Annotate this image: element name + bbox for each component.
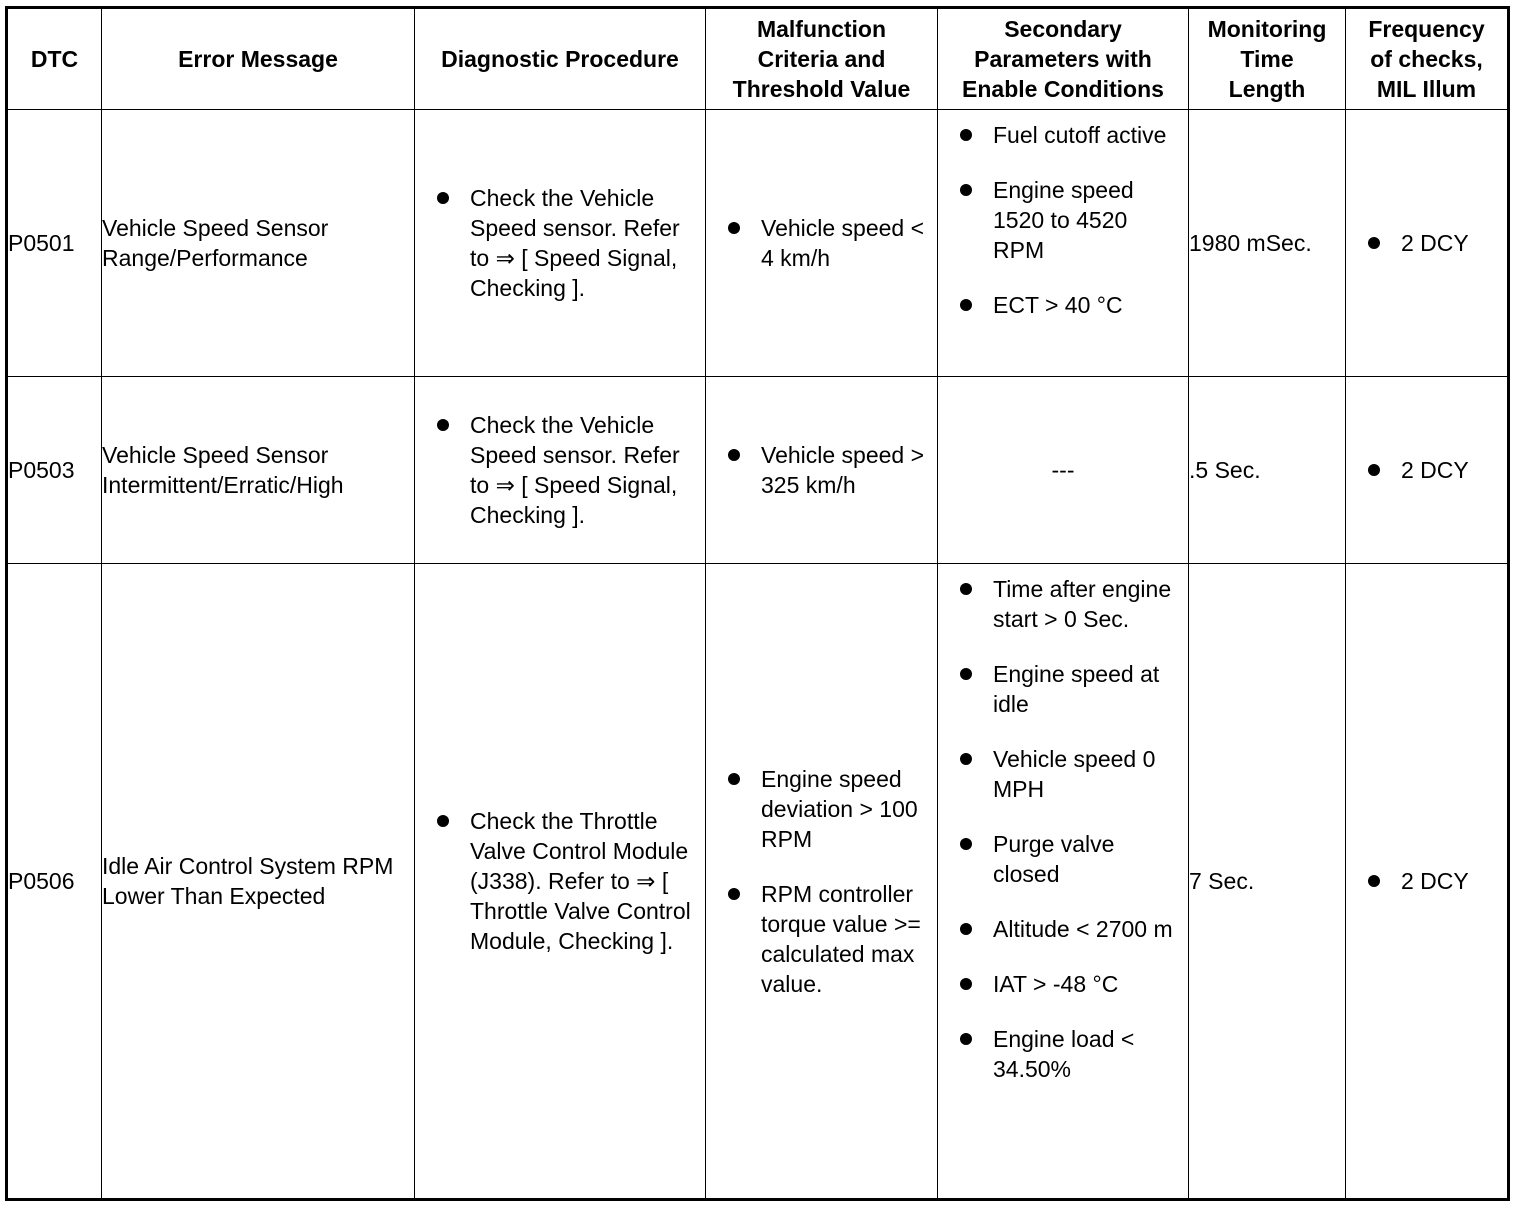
list-item: Time after engine start > 0 Sec. [993, 574, 1184, 634]
secondary-parameters: --- [938, 377, 1189, 564]
malfunction-criteria [706, 377, 938, 564]
header-malfunction-line: Criteria and [757, 46, 886, 72]
error-message: Idle Air Control System RPM Lower Than Expected [102, 564, 415, 1200]
header-secondary-line: Enable Conditions [962, 76, 1164, 102]
header-malfunction-line: Malfunction [756, 16, 887, 42]
list-item: Vehicle speed < 4 km/h [761, 213, 933, 273]
malfunction-criteria [706, 110, 938, 377]
list-item: Vehicle speed > 325 km/h [761, 440, 933, 500]
list-item: 2 DCY [1401, 228, 1503, 258]
list-item: Engine speed at idle [993, 659, 1184, 719]
header-frequency-line: Frequency [1368, 16, 1485, 42]
table-row [7, 110, 1509, 377]
header-monitoring-line: Monitoring [1207, 16, 1327, 42]
header-diagnostic-procedure: Diagnostic Procedure [415, 8, 706, 110]
dtc-code: P0501 [7, 110, 102, 377]
header-frequency-line: MIL Illum [1376, 76, 1477, 102]
list-item: Check the Vehicle Speed sensor. Refer to ⇒ [ Speed Signal, Checking ]. [470, 410, 701, 530]
list-item: 2 DCY [1401, 455, 1503, 485]
error-message: Vehicle Speed Sensor Range/Performance [102, 110, 415, 377]
monitoring-time: 1980 mSec. [1189, 110, 1346, 377]
dtc-code: P0506 [7, 564, 102, 1200]
list-item: Check the Throttle Valve Control Module (J338). Refer to ⇒ [ Throttle Valve Control Module, Checking ]. [470, 806, 701, 956]
malfunction-criteria [706, 564, 938, 1200]
header-malfunction-line: Threshold Value [732, 76, 911, 102]
frequency [1346, 377, 1509, 564]
frequency [1346, 564, 1509, 1200]
list-item: RPM controller torque value >= calculated max value. [761, 879, 933, 999]
header-secondary-line: Secondary [1004, 16, 1122, 42]
header-monitoring-line: Length [1228, 76, 1306, 102]
table-row [7, 564, 1509, 1200]
header-secondary-line: Parameters with [974, 46, 1152, 72]
dtc-code: P0503 [7, 377, 102, 564]
table-row [7, 377, 1509, 564]
list-item: ECT > 40 °C [993, 290, 1184, 320]
error-message: Vehicle Speed Sensor Intermittent/Erratic/High [102, 377, 415, 564]
header-monitoring-line: Time [1240, 46, 1294, 72]
dtc-table [5, 6, 1510, 1201]
header-monitoring-time [1189, 8, 1346, 110]
diagnostic-procedure [415, 110, 706, 377]
secondary-parameters [938, 110, 1189, 377]
list-item: 2 DCY [1401, 866, 1503, 896]
header-secondary-parameters [938, 8, 1189, 110]
header-frequency [1346, 8, 1509, 110]
header-malfunction-criteria [706, 8, 938, 110]
header-error-message: Error Message [102, 8, 415, 110]
diagnostic-procedure [415, 377, 706, 564]
diagnostic-procedure [415, 564, 706, 1200]
secondary-parameters [938, 564, 1189, 1200]
header-frequency-line: of checks, [1370, 46, 1483, 72]
frequency [1346, 110, 1509, 377]
monitoring-time: 7 Sec. [1189, 564, 1346, 1200]
list-item: Engine speed deviation > 100 RPM [761, 764, 933, 854]
list-item: IAT > -48 °C [993, 969, 1184, 999]
list-item: Check the Vehicle Speed sensor. Refer to ⇒ [ Speed Signal, Checking ]. [470, 183, 701, 303]
list-item: Engine speed 1520 to 4520 RPM [993, 175, 1184, 265]
monitoring-time: .5 Sec. [1189, 377, 1346, 564]
list-item: Purge valve closed [993, 829, 1184, 889]
list-item: Engine load < 34.50% [993, 1024, 1184, 1084]
header-dtc: DTC [7, 8, 102, 110]
list-item: Altitude < 2700 m [993, 914, 1184, 944]
list-item: Fuel cutoff active [993, 120, 1184, 150]
list-item: Vehicle speed 0 MPH [993, 744, 1184, 804]
header-row [7, 8, 1509, 110]
